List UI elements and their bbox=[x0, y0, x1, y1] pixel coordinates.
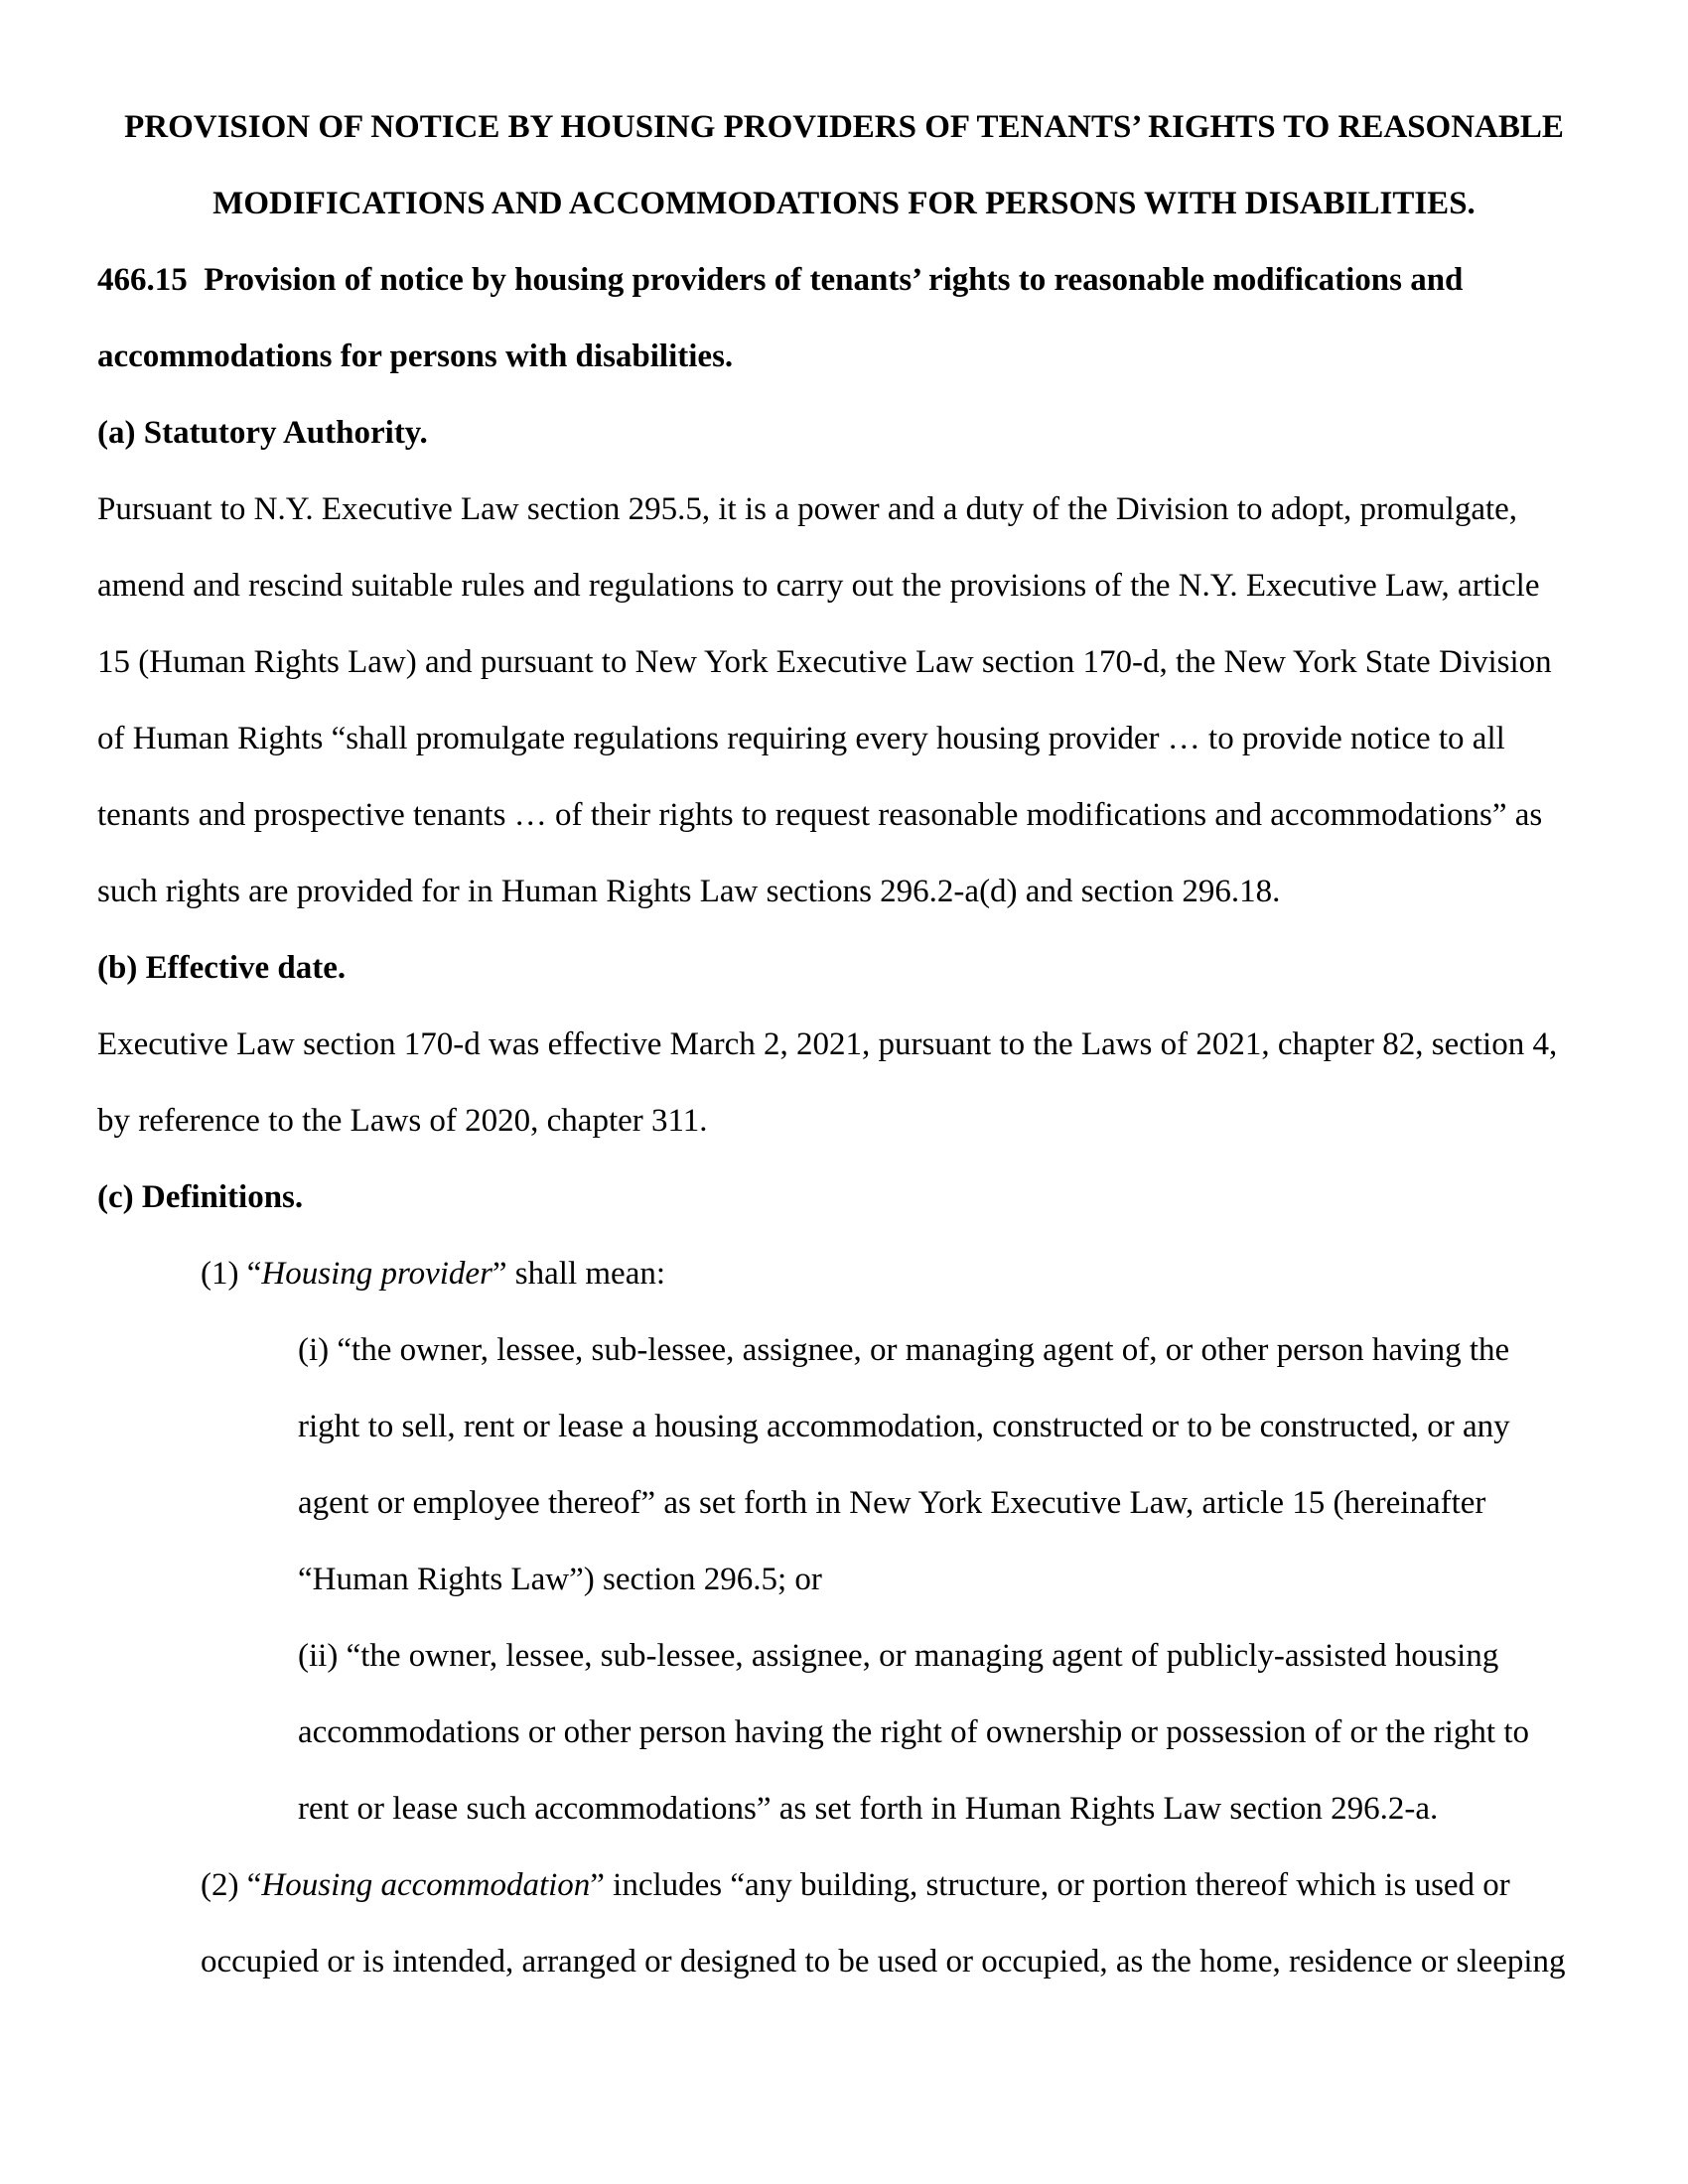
title-line-1 bbox=[0, 89, 1688, 166]
title-line-2 bbox=[0, 166, 1688, 242]
text-segment: (a) Statutory Authority. bbox=[97, 415, 428, 451]
text-segment: (c) Definitions. bbox=[97, 1179, 304, 1215]
text-segment: (1) “ bbox=[201, 1256, 262, 1292]
text-segment: MODIFICATIONS AND ACCOMMODATIONS FOR PERSONS WITH DISABILITIES. bbox=[212, 186, 1476, 221]
subsection-c-heading bbox=[0, 1160, 1688, 1236]
text-segment: accommodations or other person having the right of ownership or possession of or the right to bbox=[298, 1714, 1530, 1750]
paragraph-a-line-2 bbox=[0, 548, 1688, 624]
definition-1-ii-line-1 bbox=[0, 1618, 1688, 1695]
text-segment: tenants and prospective tenants … of their rights to request reasonable modifications and accommodations” as bbox=[97, 797, 1543, 833]
section-heading-line-1 bbox=[0, 242, 1688, 319]
text-segment: ” includes “any building, structure, or portion thereof which is used or bbox=[590, 1867, 1510, 1903]
text-segment: (b) Effective date. bbox=[97, 950, 347, 986]
subsection-b-heading bbox=[0, 930, 1688, 1007]
text-segment: PROVISION OF NOTICE BY HOUSING PROVIDERS OF TENANTS’ RIGHTS TO REASONABLE bbox=[124, 109, 1564, 145]
text-segment: right to sell, rent or lease a housing accommodation, constructed or to be constructed, or any bbox=[298, 1409, 1510, 1444]
text-segment: 466.15 Provision of notice by housing providers of tenants’ rights to reasonable modifications and bbox=[97, 262, 1464, 298]
definition-1-line-1 bbox=[0, 1236, 1688, 1312]
text-segment: accommodations for persons with disabilities. bbox=[97, 339, 734, 374]
text-segment: agent or employee thereof” as set forth in New York Executive Law, article 15 (hereinafter bbox=[298, 1485, 1486, 1521]
text-segment: of Human Rights “shall promulgate regulations requiring every housing provider … to provide notice to all bbox=[97, 721, 1505, 756]
text-segment: by reference to the Laws of 2020, chapter 311. bbox=[97, 1103, 708, 1139]
subsection-a-heading bbox=[0, 395, 1688, 472]
text-segment: ” shall mean: bbox=[492, 1256, 666, 1292]
paragraph-a-line-3 bbox=[0, 624, 1688, 701]
definition-1-ii-line-3 bbox=[0, 1771, 1688, 1847]
defined-term: Housing accommodation bbox=[261, 1867, 591, 1903]
text-segment: amend and rescind suitable rules and regulations to carry out the provisions of the N.Y. Executive Law, article bbox=[97, 568, 1540, 604]
definition-1-i-line-2 bbox=[0, 1389, 1688, 1465]
text-segment: “Human Rights Law”) section 296.5; or bbox=[298, 1562, 822, 1597]
paragraph-a-line-5 bbox=[0, 777, 1688, 854]
text-segment: (ii) “the owner, lessee, sub-lessee, assignee, or managing agent of publicly-assisted housing bbox=[298, 1638, 1499, 1674]
text-segment: rent or lease such accommodations” as set forth in Human Rights Law section 296.2-a. bbox=[298, 1791, 1439, 1827]
section-heading-line-2 bbox=[0, 319, 1688, 395]
text-segment: 15 (Human Rights Law) and pursuant to New York Executive Law section 170-d, the New York State Division bbox=[97, 644, 1552, 680]
definition-1-ii-line-2 bbox=[0, 1695, 1688, 1771]
paragraph-a-line-1 bbox=[0, 472, 1688, 548]
paragraph-a-line-6 bbox=[0, 854, 1688, 930]
text-segment: such rights are provided for in Human Rights Law sections 296.2-a(d) and section 296.18. bbox=[97, 874, 1281, 909]
text-segment: occupied or is intended, arranged or designed to be used or occupied, as the home, residence or sleeping bbox=[201, 1944, 1566, 1979]
definition-2-line-1 bbox=[0, 1847, 1688, 1924]
definition-2-line-2 bbox=[0, 1924, 1688, 2000]
paragraph-a-line-4 bbox=[0, 701, 1688, 777]
defined-term: Housing provider bbox=[261, 1256, 492, 1292]
paragraph-b-line-2 bbox=[0, 1083, 1688, 1160]
paragraph-b-line-1 bbox=[0, 1007, 1688, 1083]
text-segment: Executive Law section 170-d was effective March 2, 2021, pursuant to the Laws of 2021, chapter 82, section 4, bbox=[97, 1026, 1558, 1062]
text-segment: (2) “ bbox=[201, 1867, 262, 1903]
text-segment: Pursuant to N.Y. Executive Law section 295.5, it is a power and a duty of the Division to adopt, promulgate, bbox=[97, 491, 1518, 527]
definition-1-i-line-4 bbox=[0, 1542, 1688, 1618]
definition-1-i-line-1 bbox=[0, 1312, 1688, 1389]
definition-1-i-line-3 bbox=[0, 1465, 1688, 1542]
text-segment: (i) “the owner, lessee, sub-lessee, assignee, or managing agent of, or other person having the bbox=[298, 1332, 1510, 1368]
